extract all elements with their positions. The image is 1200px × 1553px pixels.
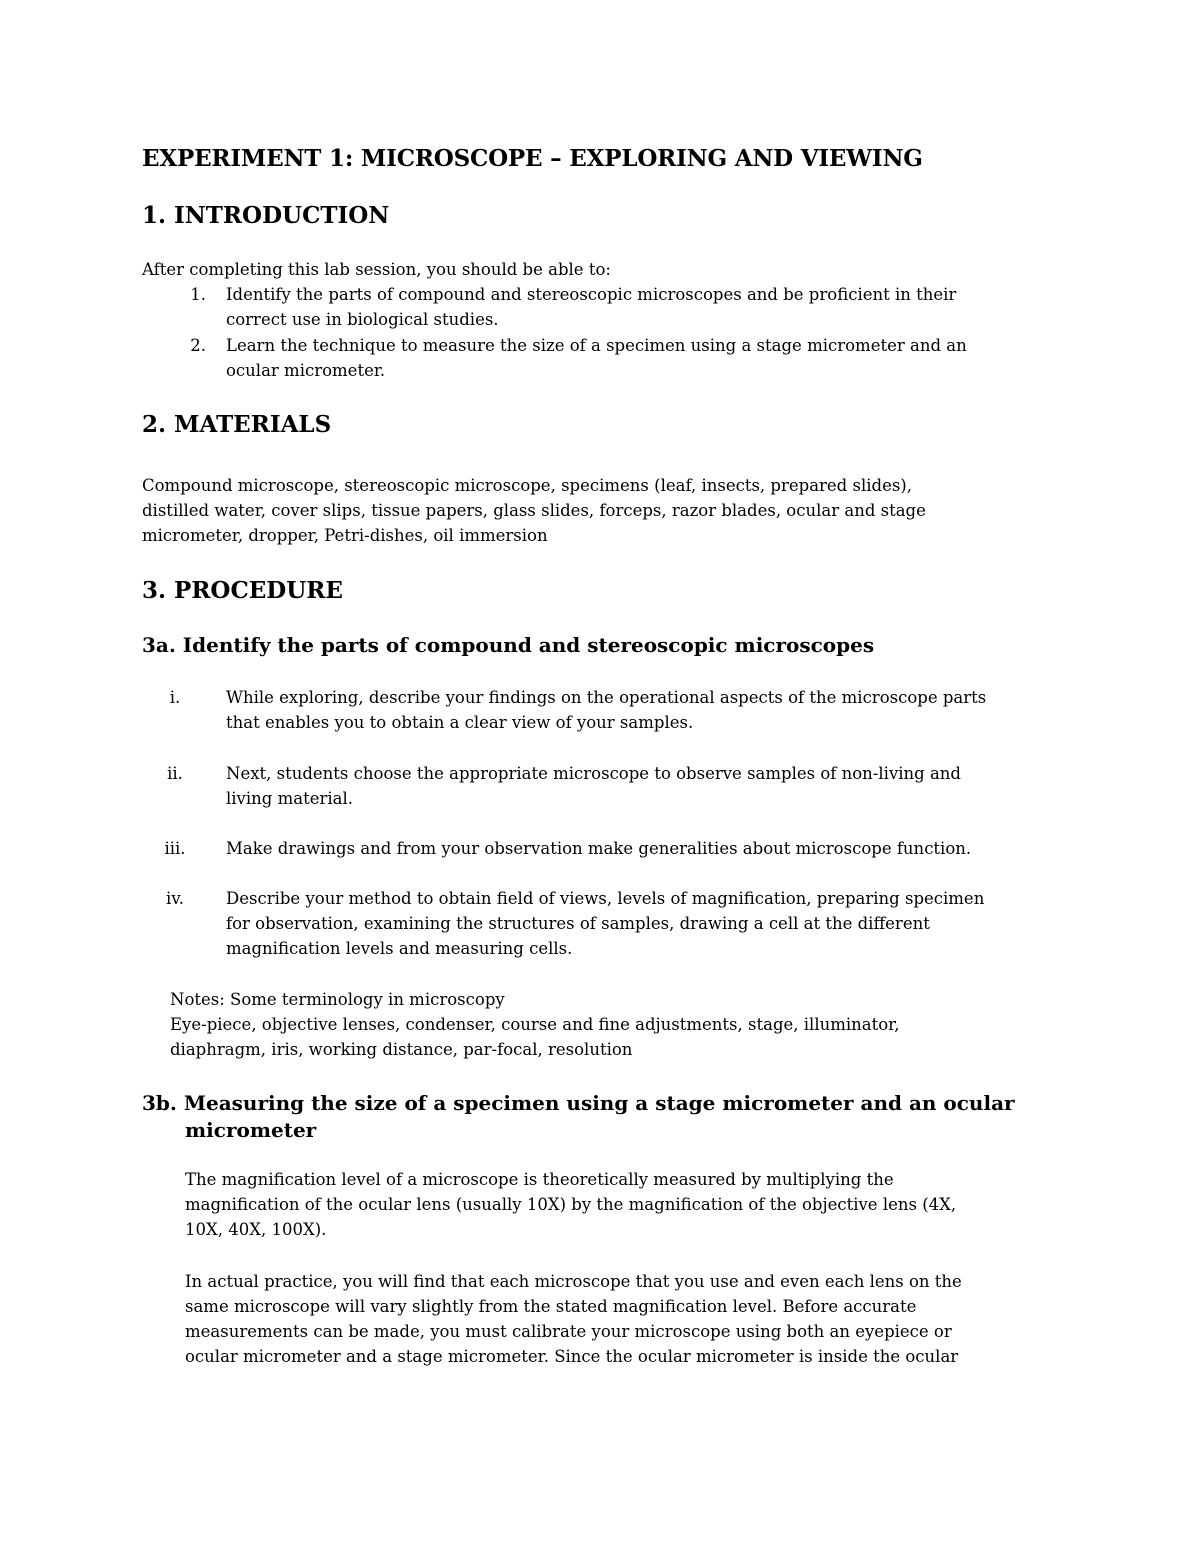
materials-text: micrometer, dropper, Petri-dishes, oil immersion xyxy=(142,526,548,545)
materials-heading: 2. MATERIALS xyxy=(142,411,332,438)
procedure-item-text: Next, students choose the appropriate microscope to observe samples of non-living and xyxy=(226,764,961,783)
procedure-item-text: living material. xyxy=(226,789,353,808)
procedure-item-text: for observation, examining the structures of samples, drawing a cell at the different xyxy=(226,914,930,933)
introduction-heading: 1. INTRODUCTION xyxy=(142,202,390,229)
procedure-item-text: magnification levels and measuring cells. xyxy=(226,939,573,958)
notes-text: Eye-piece, objective lenses, condenser, course and fine adjustments, stage, illuminator, xyxy=(170,1015,900,1034)
notes-label: Notes: Some terminology in microscopy xyxy=(170,990,505,1009)
materials-text: distilled water, cover slips, tissue papers, glass slides, forceps, razor blades, ocular and stage xyxy=(142,501,926,520)
paragraph-text: magnification of the ocular lens (usually 10X) by the magnification of the objective lens (4X, xyxy=(185,1195,957,1214)
notes-text: diaphragm, iris, working distance, par-focal, resolution xyxy=(170,1040,633,1059)
paragraph-text: same microscope will vary slightly from the stated magnification level. Before accurate xyxy=(185,1297,917,1316)
roman-numeral: ii. xyxy=(167,764,183,783)
document-title: EXPERIMENT 1: MICROSCOPE – EXPLORING AND VIEWING xyxy=(142,145,923,172)
procedure-item-text: Make drawings and from your observation make generalities about microscope function. xyxy=(226,839,972,858)
paragraph-text: 10X, 40X, 100X). xyxy=(185,1220,327,1239)
paragraph-text: The magnification level of a microscope is theoretically measured by multiplying the xyxy=(185,1170,894,1189)
section-b-heading-continued: micrometer xyxy=(185,1118,317,1142)
procedure-item-text: that enables you to obtain a clear view of your samples. xyxy=(226,713,694,732)
procedure-heading: 3. PROCEDURE xyxy=(142,577,343,604)
list-item-text: Identify the parts of compound and stereoscopic microscopes and be proficient in their xyxy=(226,285,957,304)
paragraph-text: ocular micrometer and a stage micrometer. Since the ocular micrometer is inside the ocular xyxy=(185,1347,959,1366)
introduction-lead: After completing this lab session, you should be able to: xyxy=(142,260,611,279)
list-item-text: correct use in biological studies. xyxy=(226,310,499,329)
section-a-heading: 3a. Identify the parts of compound and stereoscopic microscopes xyxy=(142,633,875,657)
paragraph-text: measurements can be made, you must calibrate your microscope using both an eyepiece or xyxy=(185,1322,952,1341)
roman-numeral: i. xyxy=(169,688,181,707)
list-item-number: 1. xyxy=(190,285,206,304)
roman-numeral: iv. xyxy=(166,889,184,908)
section-b-heading: 3b. Measuring the size of a specimen using a stage micrometer and an ocular xyxy=(142,1091,1015,1115)
roman-numeral: iii. xyxy=(164,839,186,858)
paragraph-text: In actual practice, you will find that each microscope that you use and even each lens on the xyxy=(185,1272,962,1291)
list-item-number: 2. xyxy=(190,336,206,355)
list-item-text: ocular micrometer. xyxy=(226,361,386,380)
materials-text: Compound microscope, stereoscopic microscope, specimens (leaf, insects, prepared slides), xyxy=(142,476,912,495)
list-item-text: Learn the technique to measure the size of a specimen using a stage micrometer and an xyxy=(226,336,967,355)
procedure-item-text: While exploring, describe your findings on the operational aspects of the microscope parts xyxy=(226,688,987,707)
procedure-item-text: Describe your method to obtain field of views, levels of magnification, preparing specimen xyxy=(226,889,985,908)
